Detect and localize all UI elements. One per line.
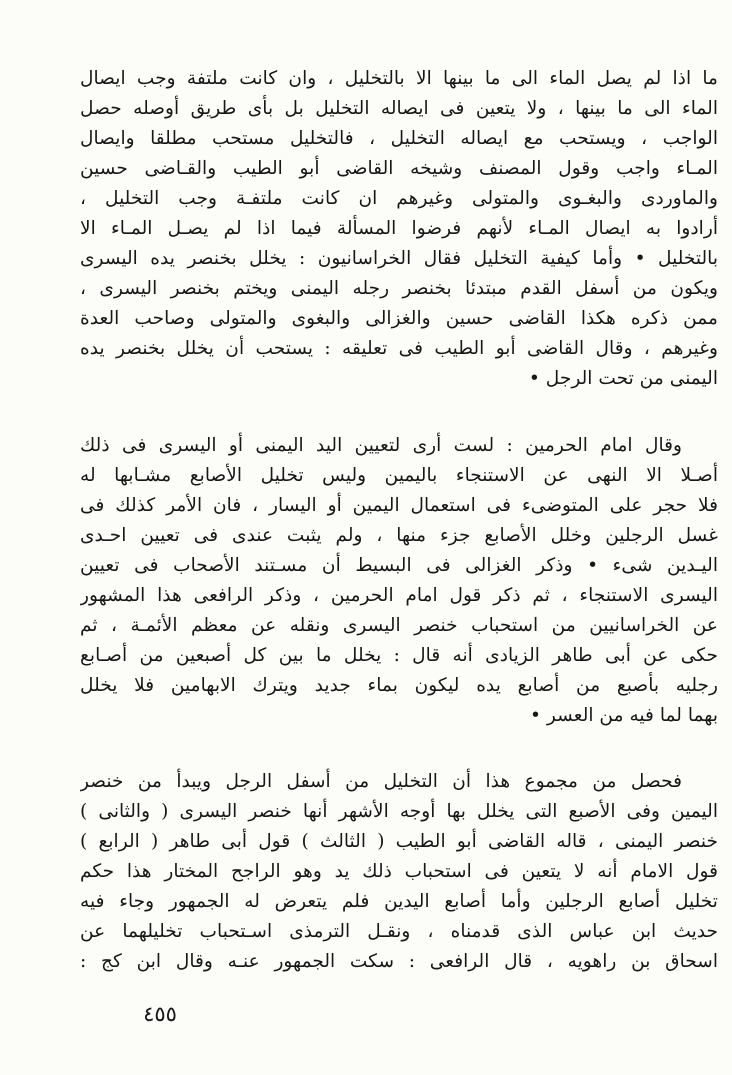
- text-line: وغيرهم ، وقال القاضى أبو الطيب فى تعليقه : يستحب أن يخلل بخنصر يده: [80, 338, 718, 359]
- text-line: ويكون من أسفل القدم مبتدئا بخنصر رجله اليمنى ويختم بخنصر اليسرى ،: [80, 278, 718, 299]
- text-line: المـاء واجب وقول المصنف وشيخه القاضى أبو الطيب والقـاضى حسين: [80, 158, 718, 179]
- text-line: اليـدين شىء • وذكر الغزالى فى البسيط أن مسـتند الأصحاب فى تعيين: [80, 555, 718, 576]
- text-line: أصـلا الا النهى عن الاستنجاء باليمين وليس تخليل الأصابع مشـابها له: [80, 465, 718, 486]
- text-line: غسل الرجلين وخلل الأصابع جزء منها ، ولم يثبت عندى فى تعيين احـدى: [80, 525, 718, 546]
- text-line: ممن ذكره هكذا القاضى حسين والغزالى والبغوى والمتولى وصاحب العدة: [80, 308, 718, 329]
- text-line: بهما لما فيه من العسر •: [530, 705, 718, 726]
- text-line: اليمين وفى الأصبع التى يخلل بها أوجه الأشهر أنها خنصر اليسرى ( والثانى ): [80, 801, 718, 822]
- text-line: رجليه بأصبع من أصابع يده ليكون بماء جديد ويترك الابهامين فلا يخلل: [80, 675, 718, 696]
- paragraph-2: [80, 431, 718, 731]
- text-line: الماء الى ما بينها ، ولا يتعين فى ايصاله التخليل بل بأى طريق أوصله حصل: [80, 98, 718, 119]
- text-line: اسحاق بن راهويه ، قال الرافعى : سكت الجمهور عنـه وقال ابن كج :: [80, 951, 718, 972]
- paragraph-3: [80, 767, 718, 977]
- text-line: اليسرى الاستنجاء ، ثم ذكر قول امام الحرمين ، وذكر الرافعى هذا المشهور: [80, 585, 718, 606]
- text-line: ما اذا لم يصل الماء الى ما بينها الا بالتخليل ، وان كانت ملتفة وجب ايصال: [80, 68, 718, 89]
- text-line: وقال امام الحرمين : لست أرى لتعيين اليد اليمنى أو اليسرى فى ذلك: [80, 435, 682, 456]
- text-line: قول الامام أنه لا يتعين فى استحباب ذلك يد وهو الراجح المختار هذا حكم: [80, 861, 718, 882]
- text-line: والماوردى والبغـوى والمتولى وغيرهم ان كانت ملتفـة وجب التخليل ،: [80, 188, 718, 209]
- text-line: حكى عن أبى طاهر الزيادى أنه قال : يخلل ما بين كل أصبعين من أصـابع: [80, 645, 718, 666]
- text-line: بالتخليل • وأما كيفية التخليل فقال الخراسانيون : يخلل بخنصر يده اليسرى: [80, 248, 718, 269]
- text-line: خنصر اليمنى ، قاله القاضى أبو الطيب ( الثالث ) قول أبى طاهر ( الرابع ): [80, 831, 718, 852]
- text-line: فحصل من مجموع هذا أن التخليل من أسفل الرجل ويبدأ من خنصر: [80, 771, 682, 792]
- text-line: فلا حجر على المتوضىء فى استعمال اليمين أو اليسار ، فان الأمر كذلك فى: [80, 495, 718, 516]
- text-line: تخليل أصابع الرجلين وأما أصابع اليدين فلم يتعرض له الجمهور وجاء فيه: [80, 891, 718, 912]
- text-line: عن الخراسانيين من استحباب خنصر اليسرى ونقله عن معظم الأئمـة ، ثم: [80, 615, 718, 636]
- text-line: الواجب ، ويستحب مع ايصاله التخليل ، فالتخليل مستحب مطلقا وايصال: [80, 128, 718, 149]
- paragraph-1: [80, 64, 718, 394]
- text-line: اليمنى من تحت الرجل •: [528, 368, 718, 389]
- page-number: ٤٥٥: [143, 1002, 177, 1026]
- text-line: أرادوا به ايصال المـاء لأنهم فرضوا المسألة فيما اذا لم يصـل المـاء الا: [80, 218, 718, 239]
- text-line: حديث ابن عباس الذى قدمناه ، ونقـل الترمذى اسـتحباب تخليلهما عن: [80, 921, 718, 942]
